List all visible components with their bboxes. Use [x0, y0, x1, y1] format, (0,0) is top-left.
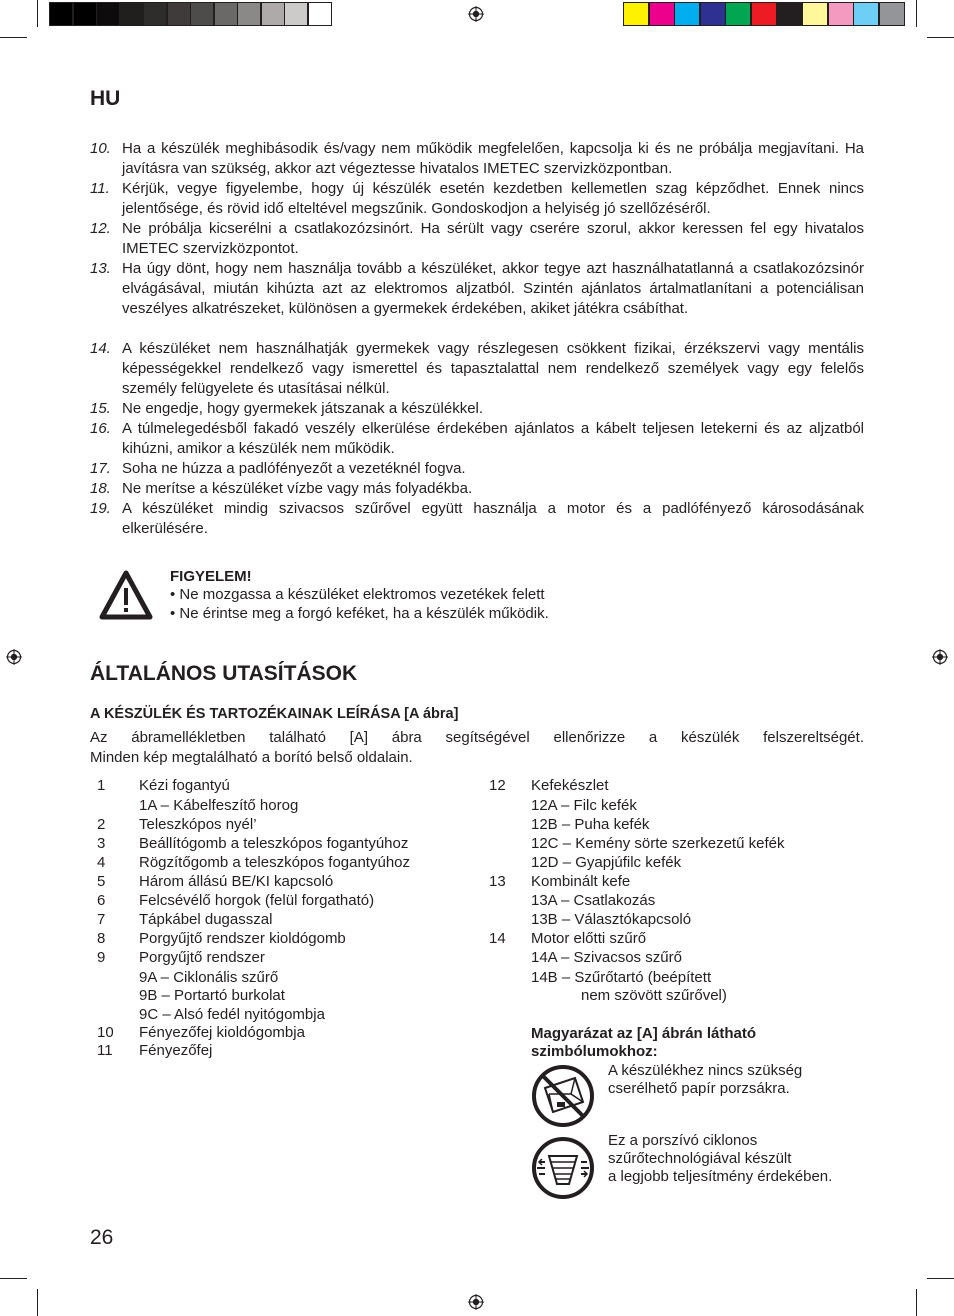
legend-title: szimbólumokhoz: — [531, 1043, 658, 1060]
list-item-text: Ne próbálja kicserélni a csatlakozózsinórt. Ha sérült vagy cserére szorul, akkor keressen fel egy hivatalos IMETEC szervizközpontot. — [122, 220, 864, 257]
warning-line: • Ne érintse meg a forgó keféket, ha a készülék működik. — [170, 605, 549, 622]
list-item-number: 19. — [90, 500, 111, 517]
part-label: 13A – Csatlakozás — [531, 892, 656, 909]
part-label: Tápkábel dugasszal — [139, 911, 273, 928]
color-swatch — [143, 2, 167, 26]
color-swatch — [725, 2, 751, 26]
part-label: Kefekészlet — [531, 777, 609, 794]
list-item — [90, 179, 864, 219]
list-item-number: 12. — [90, 220, 111, 237]
list-item-text: Ne merítse a készüléket vízbe vagy más folyadékba. — [122, 480, 473, 497]
page-number: 26 — [90, 1226, 114, 1249]
list-item-number: 13. — [90, 260, 111, 277]
part-number: 4 — [97, 854, 106, 871]
list-item-number: 10. — [90, 140, 111, 157]
list-item-number: 18. — [90, 480, 111, 497]
color-swatch — [120, 2, 144, 26]
warning-title: FIGYELEM! — [170, 568, 252, 585]
color-swatch — [308, 2, 332, 26]
part-label: Kombinált kefe — [531, 873, 631, 890]
color-swatch — [751, 2, 777, 26]
list-item — [90, 339, 864, 399]
part-label: Fényezőfej — [139, 1042, 213, 1059]
part-number: 6 — [97, 892, 106, 909]
intro-line: Az ábramellékletben található [A] ábra segítségével ellenőrizze a készülék felszereltségét. — [90, 729, 864, 746]
color-swatch — [700, 2, 726, 26]
part-label: Fényezőfej kioldógombja — [139, 1024, 305, 1041]
list-item-number: 11. — [90, 180, 110, 197]
part-label: 12C – Kemény sörte szerkezetű kefék — [531, 835, 785, 852]
part-label: 9C – Alsó fedél nyitógombja — [139, 1006, 325, 1023]
list-item-text: Ne engedje, hogy gyermekek játszanak a készülékkel. — [122, 400, 484, 417]
list-item-text: Ha a készülék meghibásodik és/vagy nem működik megfelelően, kapcsolja ki és ne próbálja megjavítani. Ha javításra van szükség, akkor azt végeztesse hivatalos IMETEC szervizközpontban. — [122, 140, 864, 177]
part-label: Rögzítőgomb a teleszkópos fogantyúhoz — [139, 854, 411, 871]
list-item-number: 15. — [90, 400, 111, 417]
legend-text: cserélhető papír porzsákra. — [608, 1080, 790, 1097]
section-subtitle: A KÉSZÜLÉK ÉS TARTOZÉKAINAK LEÍRÁSA [A ábra] — [90, 706, 459, 722]
color-swatch — [96, 2, 120, 26]
part-number: 9 — [97, 949, 106, 966]
language-code: HU — [90, 87, 121, 110]
part-label: 1A – Kábelfeszítő horog — [139, 797, 299, 814]
legend-text: A készülékhez nincs szükség — [608, 1062, 803, 1079]
crop-mark — [37, 1289, 38, 1316]
list-item-text: A túlmelegedésből fakadó veszély elkerülése érdekében ajánlatos a kábelt teljesen letekerni és az aljzatból kihúzni, amikor a készülék nem működik. — [122, 420, 864, 457]
crop-mark — [0, 1278, 27, 1279]
list-item — [90, 419, 864, 459]
crop-mark — [927, 1278, 954, 1279]
color-swatch — [777, 2, 803, 26]
list-item — [90, 499, 864, 539]
part-label: Három állású BE/KI kapcsoló — [139, 873, 334, 890]
part-label: Felcsévélő horgok (felül forgatható) — [139, 892, 375, 909]
list-item — [90, 399, 864, 419]
part-label: Teleszkópos nyél’ — [139, 816, 257, 833]
color-swatch — [261, 2, 285, 26]
part-number: 10 — [97, 1024, 114, 1041]
crop-mark — [0, 37, 27, 38]
part-label: 12A – Filc kefék — [531, 797, 637, 814]
color-swatch — [214, 2, 238, 26]
legend-text: a legjobb teljesítmény érdekében. — [608, 1168, 833, 1185]
list-item-number: 16. — [90, 420, 111, 437]
part-number: 8 — [97, 930, 106, 947]
registration-mark-icon — [6, 649, 22, 665]
part-number: 13 — [489, 873, 506, 890]
part-number: 2 — [97, 816, 106, 833]
list-item-text: A készüléket mindig szivacsos szűrővel együtt használja a motor és a padlófényező károsodásának elkerülésére. — [122, 500, 864, 537]
part-label: 14B – Szűrőtartó (beépített — [531, 969, 712, 986]
crop-mark — [37, 0, 38, 27]
part-label: nem szövött szűrővel) — [581, 987, 727, 1004]
crop-mark — [916, 0, 917, 27]
part-number: 5 — [97, 873, 106, 890]
part-number: 3 — [97, 835, 106, 852]
color-swatch — [853, 2, 879, 26]
part-label: 12B – Puha kefék — [531, 816, 650, 833]
part-label: Porgyűjtő rendszer — [139, 949, 265, 966]
warning-triangle-icon — [98, 569, 154, 621]
crop-mark — [916, 1289, 917, 1316]
color-swatch — [879, 2, 905, 26]
part-label: 14A – Szivacsos szűrő — [531, 949, 682, 966]
list-item — [90, 219, 864, 259]
color-swatch — [49, 2, 73, 26]
part-number: 12 — [489, 777, 506, 794]
no-paper-bag-icon — [531, 1064, 595, 1128]
registration-mark-icon — [468, 1294, 484, 1310]
color-swatch — [190, 2, 214, 26]
part-label: 9B – Portartó burkolat — [139, 987, 285, 1004]
part-label: 9A – Ciklonális szűrő — [139, 969, 279, 986]
color-swatch — [649, 2, 675, 26]
color-swatch — [828, 2, 854, 26]
list-item — [90, 479, 864, 499]
part-number: 11 — [97, 1042, 113, 1059]
color-swatch — [73, 2, 97, 26]
legend-text: Ez a porszívó ciklonos — [608, 1132, 758, 1149]
color-swatch — [167, 2, 191, 26]
list-item-text: Kérjük, vegye figyelembe, hogy új készülék esetén kezdetben kellemetlen szag képződhet. Ennek nincs jelentősége, és rövid idő elteltével megszűnik. Gondoskodjon a helyiség jó szellőzéséről. — [122, 180, 864, 217]
color-swatch — [802, 2, 828, 26]
color-swatch — [674, 2, 700, 26]
crop-mark — [927, 37, 954, 38]
color-swatch — [284, 2, 308, 26]
section-title: ÁLTALÁNOS UTASÍTÁSOK — [90, 662, 358, 685]
list-item-text: A készüléket nem használhatják gyermekek vagy részlegesen csökkent fizikai, érzékszervi vagy mentális képességekkel rendelkező vagy ismerettel és tapasztalattal nem rendelkező személyek vagy egy felelős személy felügyelete és utasításai nélkül. — [122, 340, 864, 397]
list-item-text: Ha úgy dönt, hogy nem használja tovább a készüléket, akkor tegye azt használhatatlanná a csatlakozózsinór elvágásával, miután kihúzta azt az elektromos aljzatból. Szintén ajánlatos ártalmatlanítani a potenciálisan veszélyes alkatrészeket, különösen a gyermekek érdekében, akiket játékra csábíthat. — [122, 260, 864, 317]
part-number: 14 — [489, 930, 506, 947]
legend-title: Magyarázat az [A] ábrán látható — [531, 1025, 757, 1042]
part-label: 12D – Gyapjúfilc kefék — [531, 854, 682, 871]
list-item-number: 14. — [90, 340, 111, 357]
legend-text: szűrőtechnológiával készült — [608, 1150, 792, 1167]
registration-mark-icon — [468, 6, 484, 22]
part-number: 1 — [97, 777, 106, 794]
warning-line: • Ne mozgassa a készüléket elektromos vezetékek felett — [170, 586, 545, 603]
registration-mark-icon — [932, 649, 948, 665]
part-number: 7 — [97, 911, 106, 928]
section-intro — [90, 728, 864, 768]
color-swatch — [623, 2, 649, 26]
list-item-number: 17. — [90, 460, 111, 477]
intro-line: Minden kép megtalálható a borító belső oldalain. — [90, 749, 413, 766]
part-label: Porgyűjtő rendszer kioldógomb — [139, 930, 346, 947]
part-label: Beállítógomb a teleszkópos fogantyúhoz — [139, 835, 409, 852]
list-item — [90, 139, 864, 179]
list-item — [90, 459, 864, 479]
list-item — [90, 259, 864, 319]
cyclone-icon — [531, 1136, 595, 1200]
part-label: Kézi fogantyú — [139, 777, 230, 794]
part-label: Motor előtti szűrő — [531, 930, 647, 947]
list-item-text: Soha ne húzza a padlófényezőt a vezetéknél fogva. — [122, 460, 466, 477]
part-label: 13B – Választókapcsoló — [531, 911, 692, 928]
color-swatch — [237, 2, 261, 26]
